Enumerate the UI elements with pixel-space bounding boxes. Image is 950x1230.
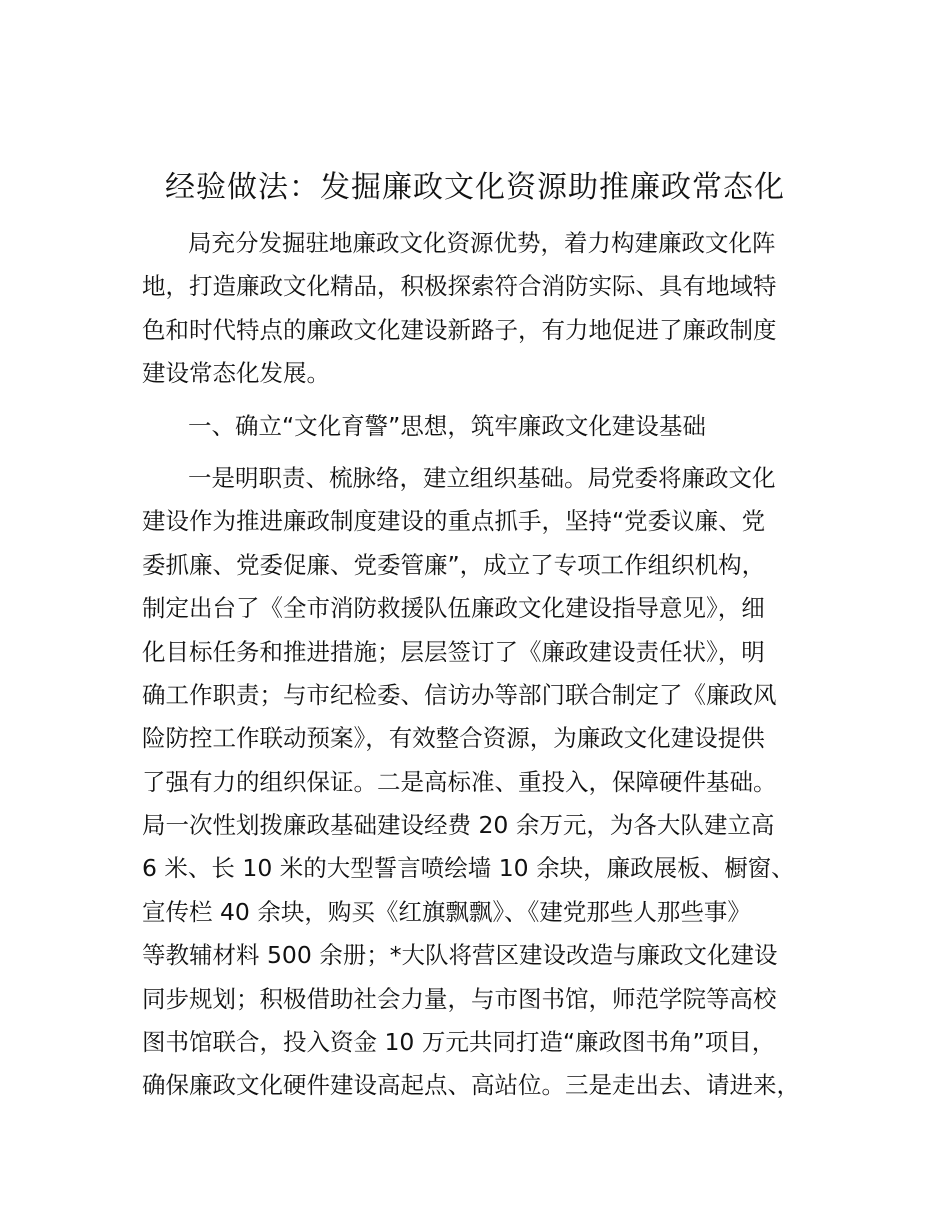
section-line: 化目标任务和推进措施；层层签订了《廉政建设责任状》，明 <box>142 637 765 666</box>
section-line: 6 米、长 10 米的大型誓言喷绘墙 10 余块，廉政展板、橱窗、 <box>142 854 795 883</box>
section-line: 一是明职责、梳脉络，建立组织基础。局党委将廉政文化 <box>188 463 776 492</box>
intro-line: 建设常态化发展。 <box>142 359 330 388</box>
section-line: 确工作职责；与市纪检委、信访办等部门联合制定了《廉政风 <box>142 680 777 709</box>
section-line: 确保廉政文化硬件建设高起点、高站位。三是走出去、请进来， <box>142 1071 800 1100</box>
section-line: 了强有力的组织保证。二是高标准、重投入，保障硬件基础。 <box>142 767 777 796</box>
section-line: 等教辅材料 500 余册；*大队将营区建设改造与廉政文化建设 <box>142 941 778 970</box>
section-line: 建设作为推进廉政制度建设的重点抓手，坚持“党委议廉、党 <box>142 507 766 536</box>
intro-line: 局充分发掘驻地廉政文化资源优势，着力构建廉政文化阵 <box>188 229 776 257</box>
section-line: 宣传栏 40 余块，购买《红旗飘飘》、《建党那些人那些事》 <box>142 897 751 926</box>
document-body <box>142 222 832 1108</box>
section-line: 同步规划；积极借助社会力量，与市图书馆，师范学院等高校 <box>142 984 777 1013</box>
section-line: 委抓廉、党委促廉、党委管廉”，成立了专项工作组织机构， <box>142 550 766 579</box>
intro-line: 色和时代特点的廉政文化建设新路子，有力地促进了廉政制度 <box>142 315 777 344</box>
section-line: 图书馆联合，投入资金 10 万元共同打造“廉政图书角”项目， <box>142 1028 776 1057</box>
intro-line: 地，打造廉政文化精品，积极探索符合消防实际、具有地域特 <box>142 272 777 301</box>
document-title: 经验做法：发掘廉政文化资源助推廉政常态化 <box>165 170 785 205</box>
section-line: 制定出台了《全市消防救援队伍廉政文化建设指导意见》，细 <box>142 594 765 623</box>
section-heading: 一、确立“文化育警”思想，筑牢廉政文化建设基础 <box>188 411 706 440</box>
section-line: 险防控工作联动预案》，有效整合资源，为廉政文化建设提供 <box>142 724 765 753</box>
section-line: 局一次性划拨廉政基础建设经费 20 余万元，为各大队建立高 <box>142 811 775 840</box>
